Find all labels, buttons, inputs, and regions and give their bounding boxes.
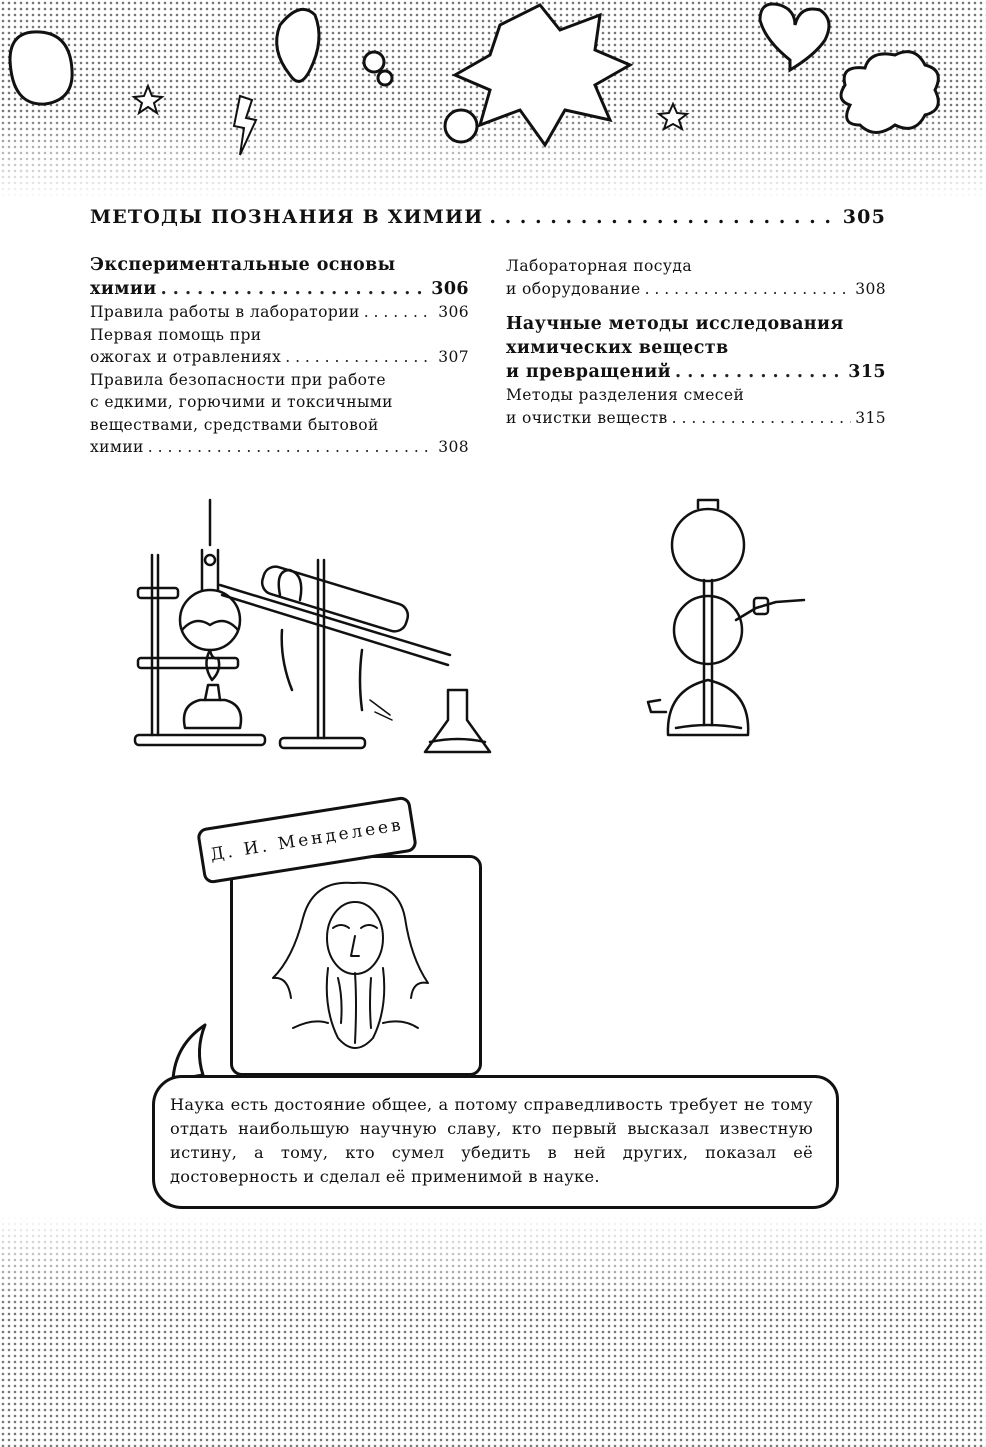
toc-entry bbox=[506, 278, 886, 301]
dot-leader bbox=[675, 360, 844, 384]
toc-main-heading-page: 305 bbox=[842, 206, 886, 228]
halftone-footer-decoration bbox=[0, 1215, 986, 1447]
toc-main-heading bbox=[90, 206, 886, 228]
toc-entry-page: 306 bbox=[431, 279, 469, 299]
bubble-circle-large bbox=[445, 110, 477, 142]
lightning-bolt-shape bbox=[234, 96, 256, 155]
header-shapes bbox=[0, 0, 986, 200]
toc-section-title: Научные методы исследования bbox=[506, 314, 844, 334]
star-shape bbox=[134, 86, 162, 113]
toc-section-entry bbox=[506, 360, 886, 384]
dot-leader bbox=[364, 301, 435, 324]
dot-leader bbox=[489, 206, 836, 228]
kipp-apparatus-illustration bbox=[636, 490, 816, 750]
toc-main-heading-label: МЕТОДЫ ПОЗНАНИЯ В ХИМИИ bbox=[90, 206, 484, 228]
dot-leader bbox=[148, 436, 434, 459]
dot-leader bbox=[645, 278, 852, 301]
toc-entry-page: 306 bbox=[438, 303, 469, 321]
toc-entry-label: и очистки веществ bbox=[506, 408, 668, 427]
toc-entry-page: 308 bbox=[855, 279, 886, 298]
dot-leader bbox=[285, 346, 434, 369]
dot-leader bbox=[161, 277, 428, 301]
rounded-blob-shape bbox=[10, 32, 72, 104]
toc-entry-label: ожогах и отравлениях bbox=[90, 348, 282, 366]
toc-entry-page: 315 bbox=[855, 408, 886, 427]
toc-entry-label: химии bbox=[90, 438, 144, 456]
toc-entry-label: и оборудование bbox=[506, 279, 641, 298]
bubble-circle bbox=[364, 52, 384, 72]
star-shape-right bbox=[659, 104, 687, 129]
toc-entry-line: Методы разделения смесей bbox=[506, 386, 745, 404]
toc-section-title: химических веществ bbox=[506, 338, 729, 358]
toc-entry-page: 308 bbox=[438, 438, 469, 456]
dot-leader bbox=[672, 407, 852, 430]
toc-section-title: Экспериментальные основы bbox=[90, 255, 396, 275]
bubble-circle-small bbox=[378, 71, 392, 85]
toc-entry bbox=[90, 346, 469, 369]
leaf-shape bbox=[277, 9, 319, 81]
toc-entry-label: Правила работы в лаборатории bbox=[90, 303, 360, 321]
mendeleev-portrait-sketch bbox=[233, 858, 473, 1067]
toc-entry-page: 315 bbox=[848, 362, 886, 382]
mendeleev-quote: Наука есть достояние общее, а потому справедливость требует не тому отдать наибольшую научную славу, кто первый высказал известную истину, а тому, кто сумел убедить в ней других, показал её достоверность и сделал её применимой в науке. bbox=[170, 1095, 813, 1186]
portrait-frame bbox=[230, 855, 482, 1076]
toc-entry-line: с едкими, горючими и токсичными bbox=[90, 393, 393, 411]
toc-entry-line: веществами, средствами бытовой bbox=[90, 415, 379, 434]
toc-entry bbox=[90, 436, 469, 459]
toc-entry-line: Правила безопасности при работе bbox=[90, 370, 386, 389]
portrait-name-label: Д. И. Менделеев bbox=[209, 814, 405, 866]
distillation-apparatus-illustration bbox=[130, 490, 500, 760]
heart-shape bbox=[760, 4, 829, 70]
toc-entry bbox=[506, 407, 886, 430]
toc-entry-label: химии bbox=[90, 279, 157, 299]
toc-entry bbox=[90, 301, 469, 324]
toc-entry-page: 307 bbox=[438, 348, 469, 366]
toc-entry-label: и превращений bbox=[506, 362, 672, 382]
burst-shape bbox=[455, 5, 630, 145]
cloud-shape bbox=[841, 52, 938, 133]
toc-entry-line: Первая помощь при bbox=[90, 325, 262, 344]
toc-entry-line: Лабораторная посуда bbox=[506, 257, 692, 275]
toc-left-column bbox=[90, 253, 469, 459]
toc-section-entry bbox=[90, 277, 469, 301]
toc-right-column bbox=[506, 255, 886, 429]
